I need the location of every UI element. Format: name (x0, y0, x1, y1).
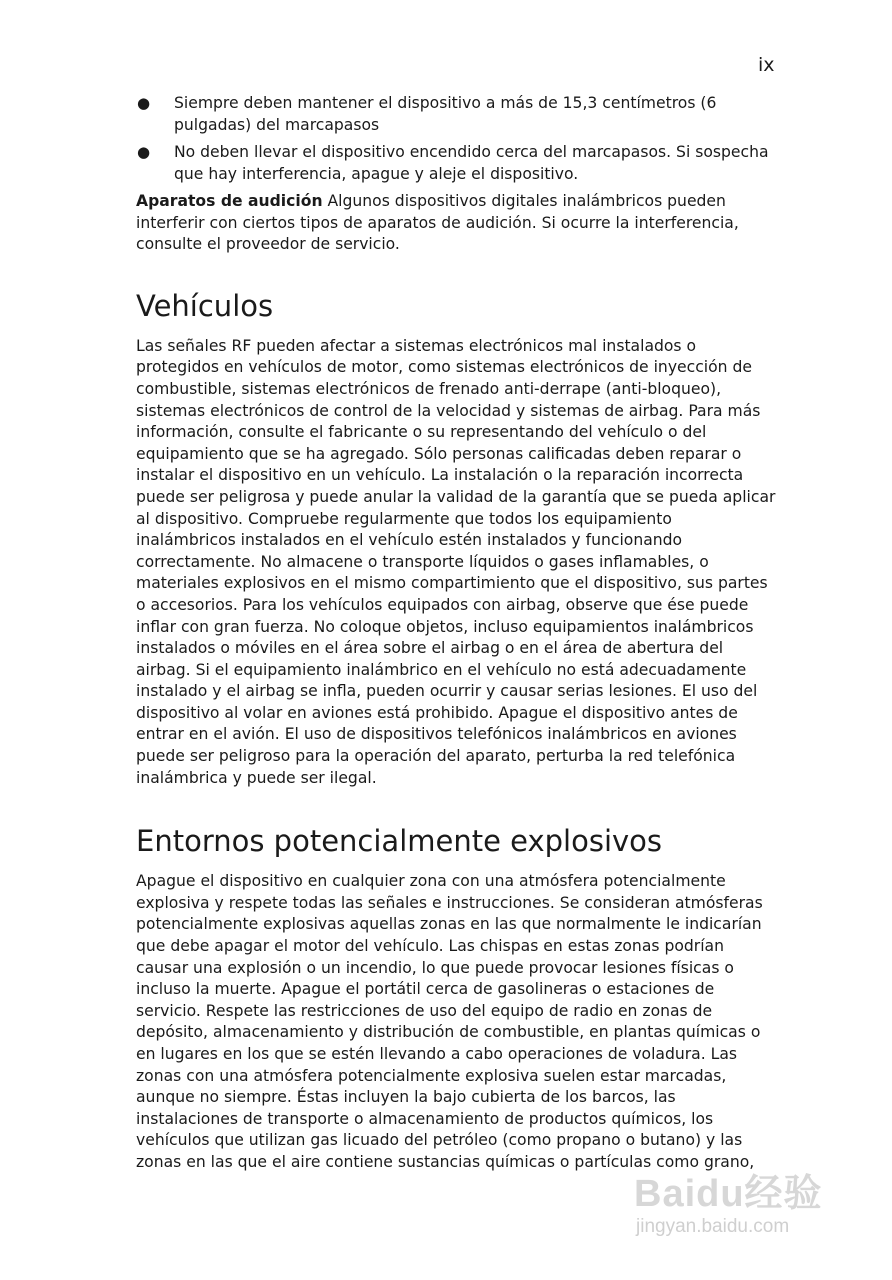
document-content (136, 92, 776, 1174)
bullet-text: No deben llevar el dispositivo encendido cerca del marcapasos. Si sospecha que hay interferencia, apague y aleje el dispositivo. (174, 143, 769, 183)
bullet-item (136, 92, 776, 136)
vehicles-paragraph: Las señales RF pueden afectar a sistemas electrónicos mal instalados o protegidos en vehículos de motor, como sistemas electrónicos de inyección de combustible, sistemas electrónicos de frenado anti-derrape (anti-bloqueo), sistemas electrónicos de control de la velocidad y sistemas de airbag. Para más información, consulte el fabricante o su representando del vehículo o del equipamiento que se ha agregado. Sólo personas calificadas deben reparar o instalar el dispositivo en un vehículo. La instalación o la reparación incorrecta puede ser peligrosa y puede anular la validad de la garantía que se pueda aplicar al dispositivo. Compruebe regularmente que todos los equipamiento inalámbricos instalados en el vehículo estén instalados y funcionando correctamente. No almacene o transporte líquidos o gases inflamables, o materiales explosivos en el mismo compartimiento que el dispositivo, sus partes o accesorios. Para los vehículos equipados con airbag, observe que ése puede inflar con gran fuerza. No coloque objetos, incluso equipamientos inalámbricos instalados o móviles en el área sobre el airbag o en el área de abertura del airbag. Si el equipamiento inalámbrico en el vehículo no está adecuadamente instalado y el airbag se infla, pueden ocurrir y causar serias lesiones. El uso del dispositivo al volar en aviones está prohibido. Apague el dispositivo antes de entrar en el avión. El uso de dispositivos telefónicos inalámbricos en aviones puede ser peligroso para la operación del aparato, perturba la red telefónica inalámbrica y puede ser ilegal. (136, 336, 776, 787)
hearing-aids-title: Aparatos de audición (136, 192, 323, 210)
hearing-aids-text: Algunos dispositivos digitales inalámbricos pueden interferir con ciertos tipos de aparatos de audición. Si ocurre la interferencia, consulte el proveedor de servicio. (136, 192, 739, 254)
baidu-watermark (634, 1162, 854, 1252)
page-number: ix (758, 54, 775, 76)
hearing-aids-paragraph (136, 191, 776, 256)
vehicles-heading: Vehículos (136, 288, 274, 323)
explosive-paragraph: Apague el dispositivo en cualquier zona con una atmósfera potencialmente explosiva y respete todas las señales e instrucciones. Se consideran atmósferas potencialmente explosivas aquellas zonas en las que normalmente le indicarían que debe apagar el motor del vehículo. Las chispas en estas zonas podrían causar una explosión o un incendio, lo que puede provocar lesiones físicas o incluso la muerte. Apague el portátil cerca de gasolineras o estaciones de servicio. Respete las restricciones de uso del equipo de radio en zonas de depósito, almacenamiento y distribución de combustible, en plantas químicas o en lugares en los que se estén llevando a cabo operaciones de voladura. Las zonas con una atmósfera potencialmente explosiva suelen estar marcadas, aunque no siempre. Éstas incluyen la bajo cubierta de los barcos, las instalaciones de transporte o almacenamiento de productos químicos, los vehículos que utilizan gas licuado del petróleo (como propano o butano) y las zonas en las que el aire contiene sustancias químicas o partículas como grano, (136, 872, 763, 1171)
bullet-item (136, 141, 776, 185)
explosive-heading: Entornos potencialmente explosivos (136, 824, 663, 859)
bullet-text: Siempre deben mantener el dispositivo a más de 15,3 centímetros (6 pulgadas) del marcapasos (174, 94, 717, 134)
pacemaker-bullet-list (136, 92, 776, 185)
watermark-url: jingyan.baidu.com (636, 1216, 790, 1237)
bullet-dot-icon: ● (137, 143, 151, 161)
baidu-logo: Baidu经验 (634, 1173, 823, 1215)
bullet-dot-icon: ● (137, 94, 151, 112)
